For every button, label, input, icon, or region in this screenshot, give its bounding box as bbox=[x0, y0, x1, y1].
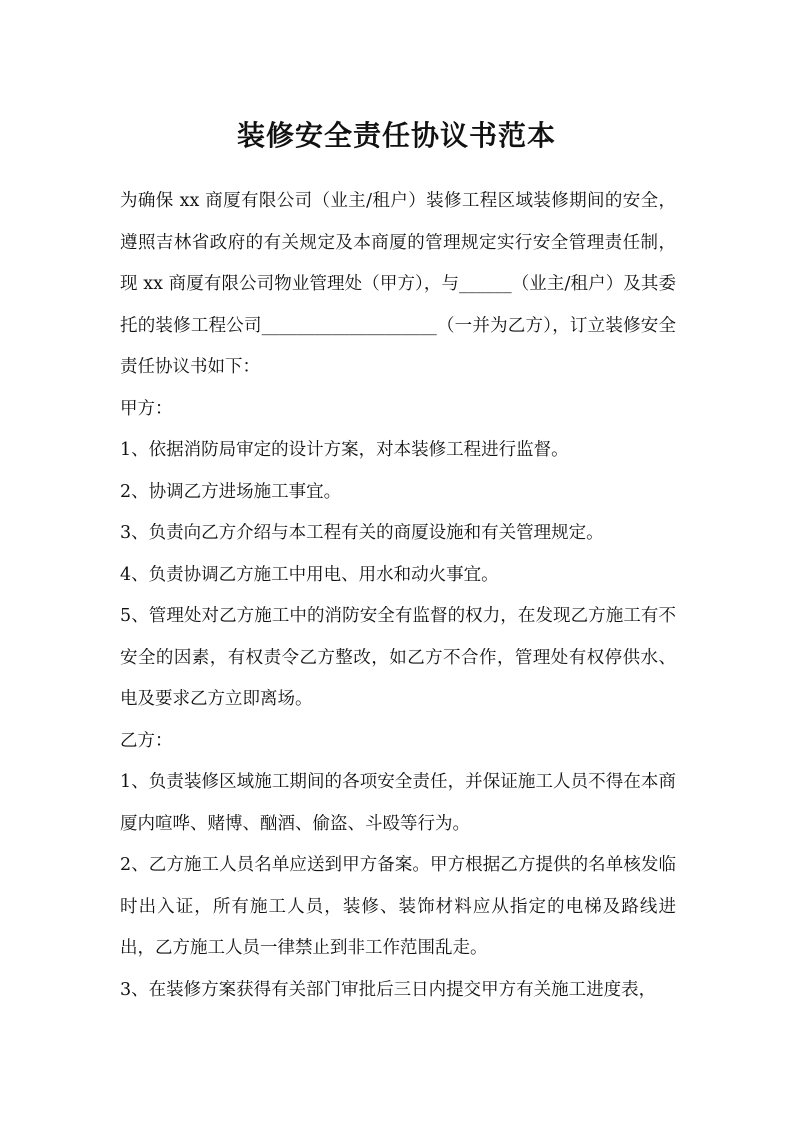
document-title: 装修安全责任协议书范本 bbox=[236, 118, 556, 152]
party-a-item-2: 2、协调乙方进场施工事宜。 bbox=[120, 481, 342, 502]
party-b-item-1: 1、负责装修区域施工期间的各项安全责任，并保证施工人员不得在本商厦内喧哗、赌博、酗酒、偷盗、斗殴等行为。 bbox=[120, 772, 676, 834]
intro-paragraph: 为确保 xx 商厦有限公司（业主/租户）装修工程区域装修期间的安全，遵照吉林省政府的有关规定及本商厦的管理规定实行安全管理责任制，现 xx 商厦有限公司物业管理处（甲方），与______（业主/租户）及其委托的装修工程公司____________________（一并为乙方），订立装修安全责任协议书如下： bbox=[120, 191, 676, 377]
party-b-item-3: 3、在装修方案获得有关部门审批后三日内提交甲方有关施工进度表， bbox=[120, 979, 657, 1000]
party-a-item-5: 5、管理处对乙方施工中的消防安全有监督的权力，在发现乙方施工有不安全的因素，有权责令乙方整改，如乙方不合作，管理处有权停供水、电及要求乙方立即离场。 bbox=[120, 606, 676, 709]
document-body bbox=[120, 181, 676, 1011]
party-b-item-2: 2、乙方施工人员名单应送到甲方备案。甲方根据乙方提供的名单核发临时出入证，所有施工人员，装修、装饰材料应从指定的电梯及路线进出，乙方施工人员一律禁止到非工作范围乱走。 bbox=[120, 855, 676, 958]
party-b-heading: 乙方： bbox=[120, 730, 173, 751]
party-a-item-1: 1、依据消防局审定的设计方案，对本装修工程进行监督。 bbox=[120, 440, 569, 460]
party-a-heading: 甲方： bbox=[120, 398, 173, 419]
party-a-item-4: 4、负责协调乙方施工中用电、用水和动火事宜。 bbox=[120, 564, 499, 585]
party-a-item-3: 3、负责向乙方介绍与本工程有关的商厦设施和有关管理规定。 bbox=[120, 523, 604, 543]
